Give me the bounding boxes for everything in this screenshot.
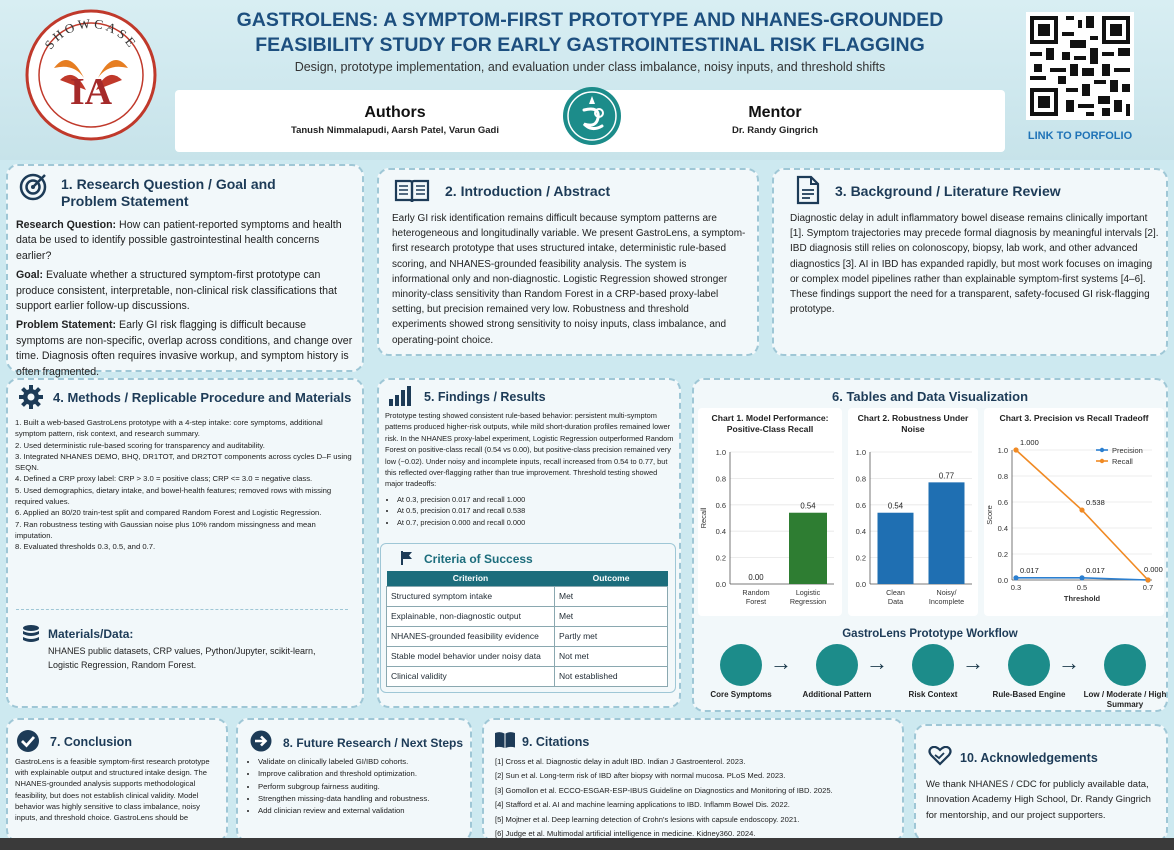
y-tick-label: 0.8 bbox=[997, 472, 1008, 481]
x-tick-label: 0.7 bbox=[1142, 583, 1154, 592]
authors-names: Tanush Nimmalapudi, Aarsh Patel, Varun Gadi bbox=[291, 125, 499, 136]
bar bbox=[789, 513, 827, 584]
future-step: • Validate on clinically labeled GI/IBD cohorts. bbox=[258, 756, 466, 768]
legend-marker bbox=[1100, 459, 1104, 463]
database-icon bbox=[22, 624, 40, 644]
workflow-step-label: Rule-Based Engine bbox=[992, 690, 1066, 699]
series-line-recall bbox=[1016, 450, 1148, 580]
workflow-step-icon bbox=[720, 644, 762, 686]
citation: [2] Sun et al. Long-term risk of IBD after biopsy with normal mucosa. PLoS Med. 2023. bbox=[495, 771, 786, 781]
section-3-body: Diagnostic delay in adult inflammatory bowel disease remains clinically important [1]. Symptom trajectories may precede formal diagnosis by meaningful intervals [2]. IBD diagnosis still relies on colonoscopy, biopsy, lab work, and other advanced diagnostics [3]. AI in IBD has expanded rapidly, but most work focuses on imaging or complex model pipelines rather than explainable symptom-first systems [4–6]. These findings support the need for a transparent, safety-focused GI risk-flagging prototype. bbox=[790, 213, 1159, 316]
goal: Goal: Evaluate whether a structured symptom-first prototype can produce consistent, interpretable, non-clinical risk classifications that support earlier follow-up discussions. bbox=[16, 269, 337, 313]
bar-value-label: 0.00 bbox=[748, 573, 764, 582]
qr-code[interactable] bbox=[1026, 12, 1134, 120]
workflow-step-label: Low / Moderate / High Summary bbox=[1083, 690, 1167, 709]
workflow-step-icon bbox=[912, 644, 954, 686]
data-point bbox=[1079, 507, 1084, 512]
check-circle-icon bbox=[16, 729, 40, 753]
criteria-header-outcome: Outcome bbox=[555, 571, 668, 586]
threshold-result: • At 0.5, precision 0.017 and recall 0.538 bbox=[397, 505, 675, 516]
y-tick-label: 0.0 bbox=[855, 580, 866, 589]
chart-1-title: Chart 1. Model Performance: Positive-Class Recall bbox=[711, 413, 829, 434]
y-tick-label: 0.8 bbox=[715, 474, 726, 484]
materials-title: Materials/Data: bbox=[48, 627, 134, 641]
future-step: • Strengthen missing-data handling and robustness. bbox=[258, 793, 466, 805]
showcase-logo bbox=[24, 8, 158, 142]
x-tick-label: Regression bbox=[789, 597, 827, 606]
x-axis-label: Threshold bbox=[1063, 594, 1101, 603]
bottom-bar bbox=[0, 838, 1174, 850]
data-label: 1.000 bbox=[1020, 440, 1039, 447]
section-2-body: Early GI risk identification remains difficult because symptom patterns are heterogeneous and longitudinally variable. We present GastroLens, a symptom-first research prototype that uses structured intake, deterministic rule-based scoring, and NHANES-grounded feasibility analysis. The system is informational only and non-diagnostic. Logistic Regression showed stronger minority-class sensitivity than Random Forest in a CRP-based proxy-label setting, but precision remained very low. Robustness and threshold experiments showed strong sensitivity to noisy inputs, class imbalance, and operating-point choice. bbox=[392, 213, 746, 346]
y-tick-label: 0.2 bbox=[715, 553, 726, 563]
x-tick-label: Incomplete bbox=[928, 597, 965, 606]
future-step: • Improve calibration and threshold optimization. bbox=[258, 768, 466, 780]
mentor-heading: Mentor bbox=[748, 104, 802, 121]
y-tick-label: 0.0 bbox=[715, 580, 726, 589]
workflow-step-icon bbox=[1104, 644, 1146, 686]
threshold-result: • At 0.3, precision 0.017 and recall 1.000 bbox=[397, 494, 675, 505]
section-4-title: 4. Methods / Replicable Procedure and Materials bbox=[53, 390, 352, 405]
bar-value-label: 0.54 bbox=[887, 501, 904, 511]
table-row bbox=[387, 586, 668, 606]
criteria-header-criterion: Criterion bbox=[387, 571, 555, 586]
x-tick-label: Logistic bbox=[795, 588, 821, 597]
authors-heading: Authors bbox=[364, 104, 426, 121]
book-icon bbox=[393, 177, 431, 205]
table-row bbox=[387, 646, 668, 666]
section-9-title: 9. Citations bbox=[522, 735, 590, 749]
y-tick-label: 1.0 bbox=[715, 448, 726, 457]
chart-2-robustness bbox=[848, 440, 978, 612]
future-steps bbox=[246, 756, 466, 817]
method-step: 8. Evaluated thresholds 0.3, 0.5, and 0.7. bbox=[15, 542, 156, 552]
y-tick-label: 0.0 bbox=[997, 576, 1008, 585]
method-step: 6. Applied an 80/20 train-test split and compared Random Forest and Logistic Regression. bbox=[15, 508, 322, 518]
bar-chart-icon bbox=[388, 385, 412, 407]
portfolio-link[interactable]: LINK TO PORFOLIO bbox=[1027, 130, 1133, 142]
table-row bbox=[387, 666, 668, 686]
criterion-cell: Structured symptom intake bbox=[387, 586, 555, 606]
criterion-cell: Clinical validity bbox=[387, 666, 555, 686]
workflow-arrow-icon: → bbox=[770, 650, 792, 675]
criterion-cell: Stable model behavior under noisy data bbox=[387, 646, 555, 666]
bar bbox=[929, 482, 965, 584]
workflow-step-label: Core Symptoms bbox=[710, 690, 772, 699]
open-book-icon bbox=[494, 731, 516, 749]
y-tick-label: 0.4 bbox=[715, 527, 726, 537]
outcome-cell: Met bbox=[555, 586, 668, 606]
conclusion-body: GastroLens is a feasible symptom-first research prototype with explainable output and structured intake design. The NHANES-grounded analysis supports methodological feasibility, but does not establish clinical validity. Model behavior was highly sensitive to class imbalance, noisy inputs, and threshold choice. GastroLens should be bbox=[15, 757, 210, 823]
document-icon bbox=[796, 175, 820, 205]
table-row bbox=[387, 626, 668, 646]
section-2-title: 2. Introduction / Abstract bbox=[445, 183, 611, 199]
svg-text:SHOWCASE: SHOWCASE bbox=[41, 15, 141, 53]
chart-3-tradeoff bbox=[984, 440, 1164, 612]
data-label: 0.017 bbox=[1086, 565, 1105, 575]
legend-label: Recall bbox=[1112, 457, 1133, 466]
method-step: 7. Ran robustness testing with Gaussian noise plus 10% random missingness and mean imputation. bbox=[15, 519, 316, 540]
workflow-arrow-icon: → bbox=[1058, 650, 1080, 675]
section-5-title: 5. Findings / Results bbox=[424, 390, 546, 404]
method-step: 2. Used deterministic rule-based scoring for transparency and auditability. bbox=[15, 440, 265, 450]
y-tick-label: 0.2 bbox=[997, 550, 1008, 559]
outcome-cell: Partly met bbox=[555, 626, 668, 646]
citation: [3] Gomollon et al. ECCO-ESGAR-ESP-IBUS Guideline on Diagnostics and Monitoring of IBD. 2025. bbox=[495, 785, 833, 795]
criterion-cell: NHANES-grounded feasibility evidence bbox=[387, 626, 555, 646]
bar-value-label: 0.54 bbox=[800, 501, 816, 511]
y-tick-label: 0.6 bbox=[855, 500, 866, 510]
workflow-step-icon bbox=[1008, 644, 1050, 686]
workflow-title: GastroLens Prototype Workflow bbox=[842, 628, 1018, 640]
chart-3-title: Chart 3. Precision vs Recall Tradeoff bbox=[999, 413, 1149, 423]
workflow-step-label: Risk Context bbox=[908, 690, 958, 699]
citation: [1] Cross et al. Diagnostic delay in adult IBD. Indian J Gastroenterol. 2023. bbox=[495, 757, 746, 766]
data-point bbox=[1013, 447, 1018, 452]
x-tick-label: Random bbox=[742, 588, 770, 597]
y-tick-label: 0.4 bbox=[855, 527, 866, 537]
section-10-title: 10. Acknowledgements bbox=[960, 751, 1098, 765]
chart-1-recall bbox=[698, 440, 842, 612]
chart-2-title: Chart 2. Robustness Under Noise bbox=[857, 413, 969, 434]
outcome-cell: Not met bbox=[555, 646, 668, 666]
method-step: 4. Defined a CRP proxy label: CRP > 3.0 = positive class; CRP <= 3.0 = negative class. bbox=[15, 474, 313, 484]
outcome-cell: Not established bbox=[555, 666, 668, 686]
y-tick-label: 0.2 bbox=[855, 553, 866, 563]
section-7-title: 7. Conclusion bbox=[50, 735, 132, 749]
y-tick-label: 1.0 bbox=[997, 446, 1008, 455]
data-point bbox=[1013, 575, 1018, 580]
x-tick-label: 0.3 bbox=[1010, 583, 1022, 592]
method-step: 1. Built a web-based GastroLens prototype with a 4-step intake: core symptoms, additional symptom pattern, risk context, and research summary. bbox=[15, 418, 323, 439]
y-tick-label: 0.6 bbox=[997, 498, 1008, 507]
y-tick-label: 0.6 bbox=[715, 500, 726, 510]
y-tick-label: 0.4 bbox=[997, 524, 1008, 533]
section-1-body bbox=[16, 218, 356, 380]
workflow-arrow-icon: → bbox=[866, 650, 888, 675]
future-step: • Add clinician review and external validation bbox=[258, 805, 466, 817]
bar bbox=[878, 513, 914, 584]
workflow-arrow-icon: → bbox=[962, 650, 984, 675]
citations-list bbox=[495, 755, 895, 841]
data-point bbox=[1079, 575, 1084, 580]
workflow-step-icon bbox=[816, 644, 858, 686]
poster-subtitle: Design, prototype implementation, and evaluation under class imbalance, noisy inputs, and threshold shifts bbox=[294, 60, 886, 74]
threshold-result: • At 0.7, precision 0.000 and recall 0.000 bbox=[397, 517, 675, 528]
x-tick-label: Noisy/ bbox=[936, 588, 957, 597]
problem-statement: Problem Statement: Early GI risk flagging is difficult because symptoms are non-specific, overlap across conditions, and change over time. Diagnosis often requires invasive workup, and symptom history is often fragmented. bbox=[16, 319, 353, 378]
method-step: 3. Integrated NHANES DEMO, BHQ, DR1TOT, and DR2TOT components across cycles D–F using SEQN. bbox=[15, 451, 352, 473]
section-6-title: 6. Tables and Data Visualization bbox=[831, 389, 1029, 404]
target-icon bbox=[18, 172, 48, 202]
data-label: 0.000 bbox=[1144, 565, 1163, 574]
workflow-step-label: Additional Pattern bbox=[802, 690, 872, 699]
x-tick-label: Clean bbox=[886, 588, 905, 597]
criteria-table bbox=[386, 571, 668, 687]
citation: [5] Mojtner et al. Deep learning detection of Crohn's lesions with capsule endoscopy. 2021. bbox=[495, 814, 800, 824]
arrow-right-circle-icon bbox=[250, 730, 272, 752]
criterion-cell: Explainable, non-diagnostic output bbox=[387, 606, 555, 626]
data-point bbox=[1145, 577, 1150, 582]
acknowledgements-body: We thank NHANES / CDC for publicly available data, Innovation Academy High School, Dr. Randy Gingrich for mentorship, and our project supporters. bbox=[926, 779, 1151, 821]
y-tick-label: 1.0 bbox=[855, 448, 866, 457]
flag-icon bbox=[400, 550, 414, 566]
citation: [6] Judge et al. Multimodal artificial intelligence in medicine. Kidney360. 2024. bbox=[495, 829, 756, 839]
bar-value-label: 0.77 bbox=[938, 471, 955, 481]
x-tick-label: 0.5 bbox=[1076, 583, 1088, 592]
section-8-title: 8. Future Research / Next Steps bbox=[283, 736, 464, 750]
y-axis-label: Score bbox=[985, 505, 994, 525]
findings-body: Prototype testing showed consistent rule-based behavior: persistent multi-symptom patterns produced higher-risk outputs, while mild short-duration profiles remained lower risk. In the NHANES proxy-label experiment, Logistic Regression outperformed Random Forest on positive-class recall (0.54 vs 0.00), but positive-class precision remained very low (~0.02). Under noisy and incomplete inputs, recall increased from 0.54 to 0.77, but this reflected over-flagging rather than true improvement. Threshold testing showed major tradeoffs: • At 0.3, precision 0.017 and recall 1.000 • At 0.5, precision 0.017 and recall 0.538 • At 0.7, precision 0.000 and recall 0.000 bbox=[385, 410, 675, 528]
methods-divider bbox=[16, 609, 348, 610]
outcome-cell: Met bbox=[555, 606, 668, 626]
mentor-name: Dr. Randy Gingrich bbox=[731, 125, 819, 136]
section-1-title: 1. Research Question / Goal and Problem Statement bbox=[61, 176, 276, 209]
materials-body: NHANES public datasets, CRP values, Python/Jupyter, scikit-learn, Logistic Regression, Random Forest. bbox=[48, 646, 316, 670]
future-step: • Perform subgroup fairness auditing. bbox=[258, 781, 466, 793]
gastrolens-logo-icon bbox=[562, 86, 622, 146]
heart-hands-icon bbox=[928, 746, 952, 766]
data-label: 0.017 bbox=[1020, 565, 1039, 575]
table-row bbox=[387, 606, 668, 626]
svg-text:IA: IA bbox=[69, 71, 113, 113]
method-step: 5. Used demographics, dietary intake, and bowel-health features; removed rows with missing required values. bbox=[15, 485, 332, 507]
research-question: Research Question: How can patient-reported symptoms and health data be used to identify possible gastrointestinal health concerns earlier? bbox=[16, 219, 342, 262]
y-axis-label: Recall bbox=[699, 507, 708, 529]
legend-marker bbox=[1100, 448, 1104, 452]
x-tick-label: Forest bbox=[745, 597, 767, 606]
legend-label: Precision bbox=[1112, 446, 1143, 455]
citation: [4] Stafford et al. AI and machine learning applications to IBD. Inflamm Bowel Dis. 2022. bbox=[495, 800, 790, 810]
poster-title: GASTROLENS: A SYMPTOM-FIRST PROTOTYPE AND NHANES-GROUNDED FEASIBILITY STUDY FOR EARLY GASTROINTESTINAL RISK FLAGGING bbox=[236, 9, 944, 56]
x-tick-label: Data bbox=[887, 597, 904, 606]
methods-steps bbox=[15, 417, 355, 553]
data-label: 0.538 bbox=[1086, 498, 1105, 508]
criteria-title: Criteria of Success bbox=[424, 552, 533, 566]
section-3-title: 3. Background / Literature Review bbox=[835, 183, 1061, 199]
y-tick-label: 0.8 bbox=[855, 474, 866, 484]
gear-icon bbox=[18, 384, 44, 410]
